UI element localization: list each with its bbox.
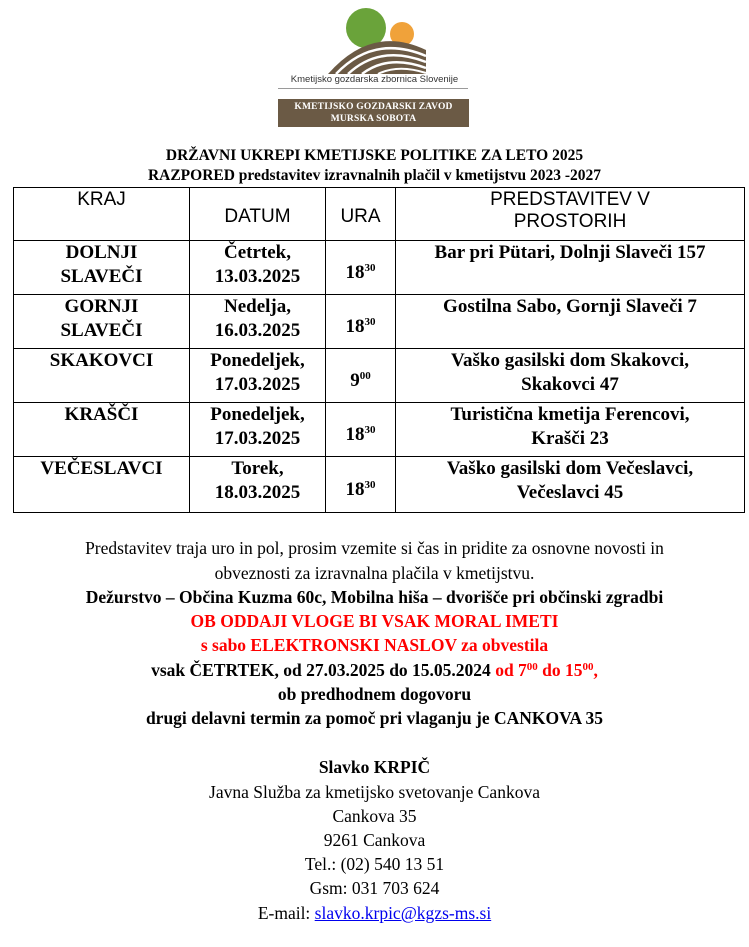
schedule-to-minutes: 00 bbox=[582, 661, 594, 673]
table-row bbox=[14, 457, 745, 513]
duty-location: Dežurstvo – Občina Kuzma 60c, Mobilna hiša – dvorišče pri občinski zgradbi bbox=[85, 587, 664, 607]
institute-name: KMETIJSKO GOZDARSKI ZAVOD bbox=[294, 102, 453, 112]
minutes: 30 bbox=[364, 423, 376, 436]
header-predstavitev-line1: PREDSTAVITEV V bbox=[490, 189, 650, 210]
chamber-name: Kmetijsko gozdarska zbornica Slovenije bbox=[290, 74, 459, 85]
cell-place bbox=[396, 349, 745, 403]
day: Torek, bbox=[231, 458, 284, 479]
day: Četrtek, bbox=[224, 242, 291, 263]
cell-ura bbox=[326, 295, 396, 349]
date: 17.03.2025 bbox=[214, 374, 301, 395]
table-row bbox=[14, 403, 745, 457]
schedule-prefix: vsak ČETRTEK, od 27.03.2025 do 15.05.2024 bbox=[151, 660, 496, 680]
minutes: 30 bbox=[364, 315, 376, 328]
header-ura: URA bbox=[326, 188, 396, 241]
cell-place bbox=[396, 457, 745, 513]
date: 13.03.2025 bbox=[214, 266, 301, 287]
warning-line-2: s sabo ELEKTRONSKI NASLOV za obvestila bbox=[200, 635, 549, 655]
contact-gsm: Gsm: 031 703 624 bbox=[309, 878, 440, 898]
kgzs-logo-icon bbox=[322, 4, 432, 76]
header-kraj: KRAJ bbox=[14, 188, 190, 241]
schedule-table bbox=[13, 187, 745, 513]
info-line-1: Predstavitev traja uro in pol, prosim vzemite si čas in pridite za osnovne novosti in bbox=[85, 538, 664, 558]
cell-place bbox=[396, 403, 745, 457]
contact-city: 9261 Cankova bbox=[323, 830, 426, 850]
cell-place bbox=[396, 295, 745, 349]
contact-service: Javna Služba za kmetijsko svetovanje Cankova bbox=[209, 782, 540, 802]
minutes: 00 bbox=[359, 369, 371, 382]
other-term: drugi delavni termin za pomoč pri vlaganju je CANKOVA 35 bbox=[145, 708, 604, 728]
cell-datum bbox=[190, 349, 326, 403]
kraj-line1: DOLNJI bbox=[65, 242, 138, 263]
document-title: DRŽAVNI UKREPI KMETIJSKE POLITIKE ZA LETO 2025 bbox=[165, 147, 584, 164]
hour: 18 bbox=[345, 478, 365, 500]
cell-kraj bbox=[14, 295, 190, 349]
cell-place bbox=[396, 241, 745, 295]
place-line1: Vaško gasilski dom Skakovci, bbox=[451, 350, 689, 371]
cell-ura bbox=[326, 241, 396, 295]
cell-datum bbox=[190, 241, 326, 295]
place-line2: Skakovci 47 bbox=[521, 374, 619, 395]
cell-ura bbox=[326, 457, 396, 513]
place-line1: Vaško gasilski dom Večeslavci, bbox=[446, 458, 694, 479]
minutes: 30 bbox=[364, 261, 376, 274]
kraj-line1: SKAKOVCI bbox=[49, 350, 154, 371]
date: 18.03.2025 bbox=[214, 482, 301, 503]
schedule-suffix: , bbox=[593, 660, 598, 680]
table-header-row bbox=[14, 188, 745, 241]
contact-tel: Tel.: (02) 540 13 51 bbox=[304, 854, 445, 874]
cell-ura bbox=[326, 403, 396, 457]
hour: 9 bbox=[350, 369, 360, 391]
cell-datum bbox=[190, 295, 326, 349]
cell-ura bbox=[326, 349, 396, 403]
header-predstavitev-line2: PROSTORIH bbox=[513, 211, 627, 232]
table-row bbox=[14, 349, 745, 403]
logo bbox=[0, 0, 749, 130]
cell-kraj bbox=[14, 403, 190, 457]
day: Nedelja, bbox=[223, 296, 291, 317]
place-line2: Krašči 23 bbox=[531, 428, 609, 449]
kraj-line2: SLAVEČI bbox=[60, 266, 143, 287]
day: Ponedeljek, bbox=[210, 404, 305, 425]
kraj-line1: GORNJI bbox=[64, 296, 139, 317]
schedule-from: od 7 bbox=[495, 660, 527, 680]
appointment-note: ob predhodnem dogovoru bbox=[277, 684, 472, 704]
place-line1: Gostilna Sabo, Gornji Slaveči 7 bbox=[443, 296, 697, 317]
hour: 18 bbox=[345, 261, 365, 283]
institute-banner bbox=[278, 99, 469, 127]
place-line2: Večeslavci 45 bbox=[516, 482, 624, 503]
kraj-line1: VEČESLAVCI bbox=[40, 458, 163, 479]
schedule-from-minutes: 00 bbox=[526, 661, 538, 673]
email-link[interactable]: slavko.krpic@kgzs-ms.si bbox=[314, 903, 492, 923]
header-predstavitev bbox=[396, 188, 745, 241]
schedule-line bbox=[0, 660, 749, 681]
document-subtitle: RAZPORED predstavitev izravnalnih plačil v kmetijstvu 2023 -2027 bbox=[147, 167, 602, 184]
email-label: E-mail: bbox=[257, 903, 315, 923]
cell-datum bbox=[190, 457, 326, 513]
cell-kraj bbox=[14, 349, 190, 403]
day: Ponedeljek, bbox=[210, 350, 305, 371]
header-datum: DATUM bbox=[190, 188, 326, 241]
hour: 18 bbox=[345, 423, 365, 445]
table-row bbox=[14, 295, 745, 349]
schedule-to: do 15 bbox=[537, 660, 583, 680]
kraj-line1: KRAŠČI bbox=[64, 404, 139, 425]
contact-street: Cankova 35 bbox=[332, 806, 417, 826]
date: 17.03.2025 bbox=[214, 428, 301, 449]
warning-line-1: OB ODDAJI VLOGE BI VSAK MORAL IMETI bbox=[190, 611, 559, 631]
date: 16.03.2025 bbox=[214, 320, 301, 341]
place-line1: Bar pri Pütari, Dolnji Slaveči 157 bbox=[434, 242, 706, 263]
info-line-2: obveznosti za izravnalna plačila v kmetijstvu. bbox=[214, 563, 535, 583]
contact-name: Slavko KRPIČ bbox=[318, 757, 431, 777]
minutes: 30 bbox=[364, 478, 376, 491]
cell-datum bbox=[190, 403, 326, 457]
hour: 18 bbox=[345, 315, 365, 337]
contact-email-line bbox=[0, 903, 749, 924]
table-row bbox=[14, 241, 745, 295]
cell-kraj bbox=[14, 241, 190, 295]
logo-divider bbox=[278, 88, 468, 89]
place-line1: Turistična kmetija Ferencovi, bbox=[450, 404, 690, 425]
cell-kraj bbox=[14, 457, 190, 513]
kraj-line2: SLAVEČI bbox=[60, 320, 143, 341]
schedule-hours bbox=[495, 660, 598, 680]
institute-city: MURSKA SOBOTA bbox=[330, 114, 417, 124]
